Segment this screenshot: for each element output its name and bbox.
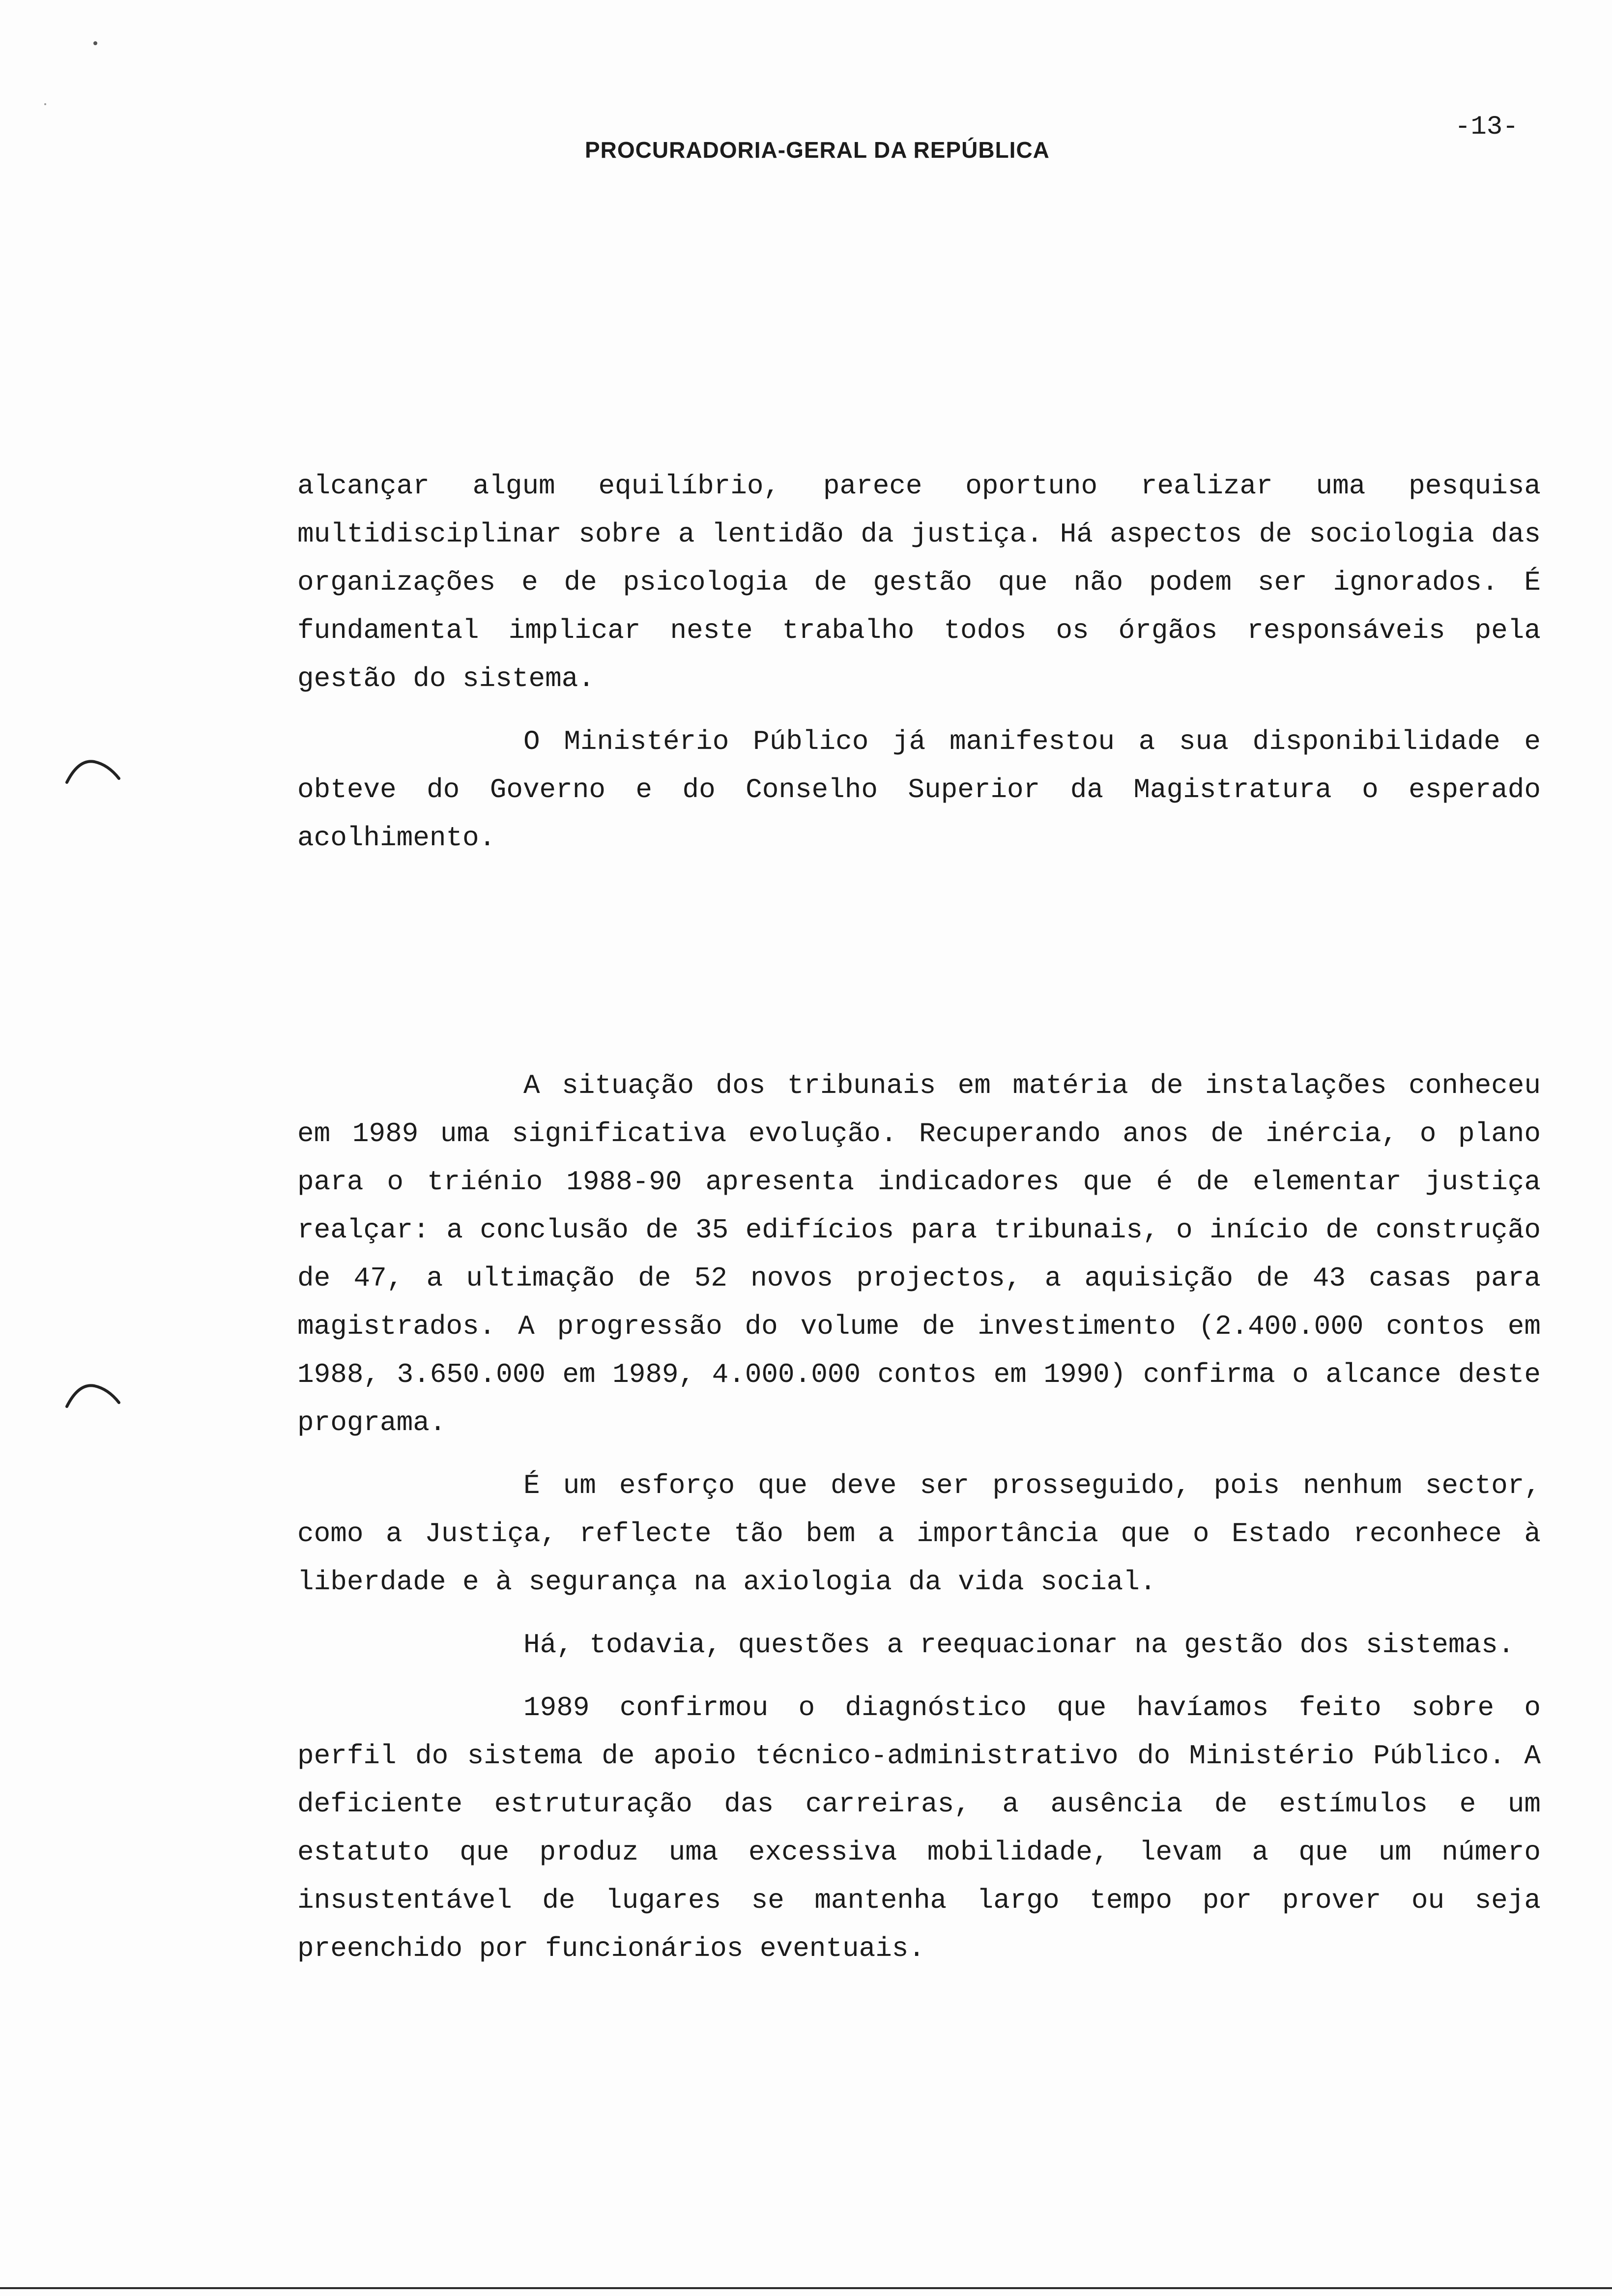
paragraph: O Ministério Público já manifestou a sua disponibilidade e obteve do Governo e do Conselho Superior da Magistratura o esperado acolhimento. <box>297 726 1541 854</box>
paragraph: alcançar algum equilíbrio, parece oportuno realizar uma pesquisa multidisciplinar sobre a lentidão da justiça. Há aspectos de sociologia das organizações e de psicologia de gestão que não podem ser ignorados. É fundamental implicar neste trabalho todos os órgãos responsáveis pela gestão do sistema. <box>297 470 1541 694</box>
scan-speck <box>44 103 46 105</box>
text-block-2 <box>297 1062 1541 1987</box>
margin-hole-mark <box>64 1381 123 1410</box>
paragraph: Há, todavia, questões a reequacionar na gestão dos sistemas. <box>523 1629 1515 1661</box>
institution-header: PROCURADORIA-GERAL DA REPÚBLICA <box>585 137 1050 163</box>
paragraph: É um esforço que deve ser prosseguido, pois nenhum sector, como a Justiça, reflecte tão bem a importância que o Estado reconhece à liberdade e à segurança na axiologia da vida social. <box>297 1470 1541 1598</box>
paragraph: 1989 confirmou o diagnóstico que havíamos feito sobre o perfil do sistema de apoio técnico-administrativo do Ministério Público. A deficiente estruturação das carreiras, a ausência de estímulos e um estatuto que produz uma excessiva mobilidade, levam a que um número insustentável de lugares se mantenha largo tempo por prover ou seja preenchido por funcionários eventuais. <box>297 1692 1541 1964</box>
scan-speck <box>93 41 97 45</box>
text-block-1 <box>297 462 1541 877</box>
paragraph: A situação dos tribunais em matéria de instalações conheceu em 1989 uma significativa evolução. Recuperando anos de inércia, o plano para o triénio 1988-90 apresenta indicadores que é de elementar justiça realçar: a conclusão de 35 edifícios para tribunais, o início de construção de 47, a ultimação de 52 novos projectos, a aquisição de 43 casas para magistrados. A progressão do volume de investimento (2.400.000 contos em 1988, 3.650.000 em 1989, 4.000.000 contos em 1990) confirma o alcance deste programa. <box>297 1070 1541 1438</box>
scan-edge-line <box>0 2287 1612 2289</box>
margin-hole-mark <box>64 757 123 786</box>
page-number: -13- <box>1455 112 1519 142</box>
